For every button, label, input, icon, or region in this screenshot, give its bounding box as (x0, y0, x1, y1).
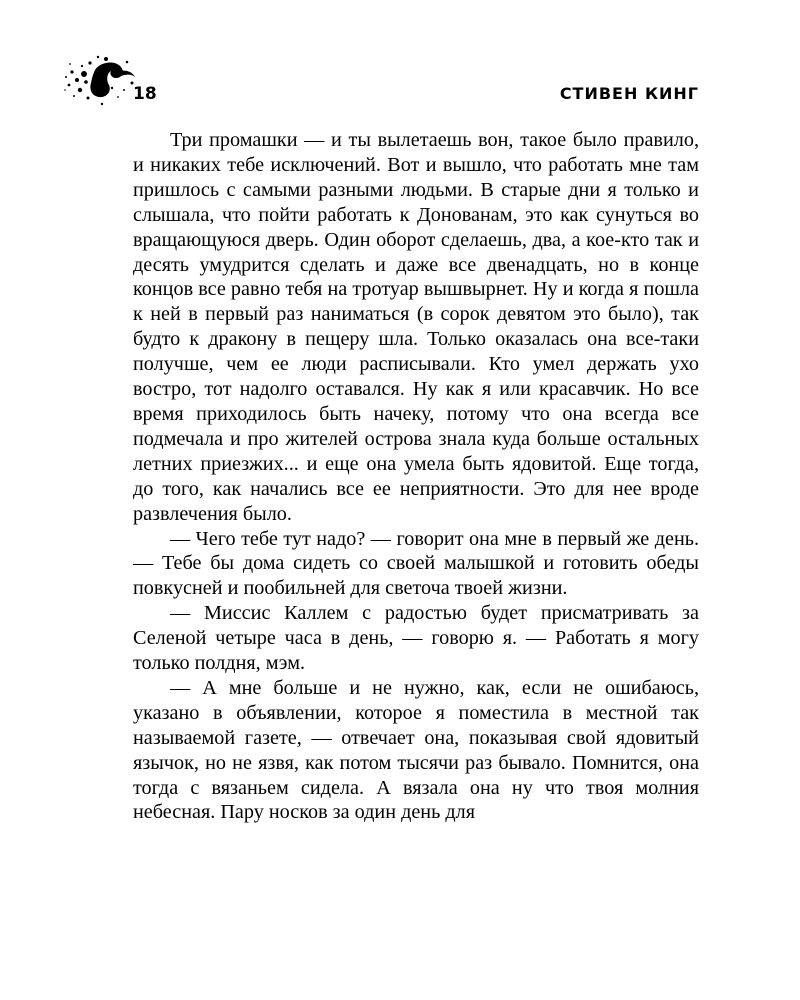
page-number: 18 (133, 84, 157, 104)
body-text (133, 128, 699, 825)
ink-splatter-icon (62, 52, 140, 108)
running-head-author: СТИВЕН КИНГ (559, 84, 699, 103)
paragraph: Три промашки — и ты вылетаешь вон, такое было правило, и никаких тебе исключений. Вот и вышло, что работать мне там пришлось с самыми разными людьми. В старые дни я только и слышала, что пойти работать к Донованам, это как сунуться во вращающуюся дверь. Один оборот сделаешь, два, а кое-кто так и десять умудрится сделать и даже все двенадцать, но в конце концов все равно тебя на тротуар вышвырнет. Ну и когда я пошла к ней в первый раз наниматься (в сорок девятом это было), так будто к дракону в пещеру шла. Только оказалась она все-таки получше, чем ее люди расписывали. Кто умел держать ухо востро, тот надолго оставался. Ну как я или красавчик. Но все время приходилось быть начеку, потому что она всегда все подмечала и про жителей острова знала куда больше остальных летних приезжих... и еще она умела быть ядовитой. Еще тогда, до того, как начались все ее неприятности. Это для нее вроде развлечения было. (133, 129, 699, 525)
paragraph: — Чего тебе тут надо? — говорит она мне в первый же день. — Тебе бы дома сидеть со своей малышкой и готовить обеды повкусней и пообильней для светоча твоей жизни. (133, 527, 699, 600)
paragraph: — А мне больше и не нужно, как, если не ошибаюсь, указано в объявлении, которое я поместила в местной так называемой газете, — отвечает она, показывая свой ядовитый язычок, но не язвя, как потом тысячи раз бывало. Помнится, она тогда с вязаньем сидела. А вязала она ну что твоя молния небесная. Пару носков за один день для (133, 676, 699, 824)
paragraph: — Миссис Каллем с радостью будет присматривать за Селеной четыре часа в день, — говорю я. — Работать я могу только полдня, мэм. (133, 602, 699, 675)
